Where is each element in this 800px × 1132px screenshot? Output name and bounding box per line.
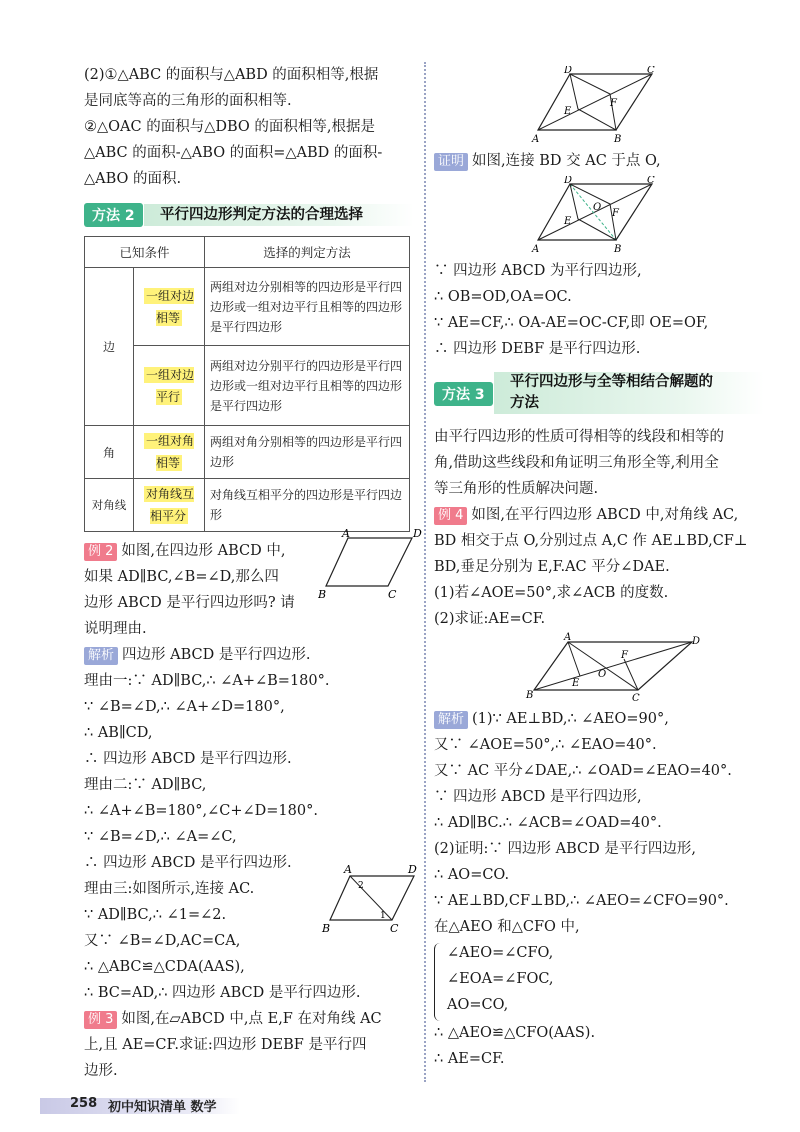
quadrilateral-shape bbox=[326, 538, 412, 586]
text-line: ∵ 四边形 ABCD 是平行四边形, bbox=[434, 789, 642, 805]
highlight: 一组对边相等 bbox=[145, 288, 194, 325]
vertex-label: F bbox=[610, 98, 617, 109]
right-column-body bbox=[434, 258, 764, 632]
text-line: 等三角形的性质解决问题. bbox=[434, 481, 599, 497]
text-line: 又∵ AC 平分∠DAE,∴ ∠OAD=∠EAO=40°. bbox=[434, 763, 732, 779]
example-line bbox=[84, 1006, 414, 1032]
table-cell-diagonal: 对角线 bbox=[85, 479, 134, 532]
equation-system bbox=[434, 940, 764, 1020]
text-line: (2)证明:∵ 四边形 ABCD 是平行四边形, bbox=[434, 841, 696, 857]
vertex-label: A bbox=[532, 134, 540, 145]
vertex-label: E bbox=[572, 678, 580, 689]
text-line: 理由二:∵ AD∥BC, bbox=[84, 777, 207, 793]
method-title: 平行四边形判定方法的合理选择 bbox=[160, 207, 363, 223]
text-line: ∴ AD∥BC.∴ ∠ACB=∠OAD=40°. bbox=[434, 815, 662, 831]
method-badge: 方法 3 bbox=[434, 382, 493, 406]
text-line: ∴ AO=CO. bbox=[434, 867, 510, 883]
text-line: (2)①△ABC 的面积与△ABD 的面积相等,根据 bbox=[84, 67, 379, 83]
angle-label: 1 bbox=[380, 911, 386, 921]
text-line: ∵ AD∥BC,∴ ∠1=∠2. bbox=[84, 907, 227, 923]
method-badge: 方法 2 bbox=[84, 203, 143, 227]
diagonal-ac bbox=[538, 74, 652, 130]
vertex-label: C bbox=[647, 66, 655, 76]
vertex-label: E bbox=[564, 216, 572, 227]
table-cell-condition bbox=[134, 426, 205, 479]
criteria-table bbox=[84, 236, 410, 532]
table-cell-condition bbox=[134, 346, 205, 426]
text-line: ∴ AE=CF. bbox=[434, 1051, 505, 1067]
method2-header bbox=[84, 200, 414, 230]
page-number: 258 bbox=[70, 1096, 98, 1111]
example-line bbox=[434, 502, 764, 528]
analysis-tag: 解析 bbox=[84, 647, 118, 665]
figure-ex2-with-diagonal bbox=[320, 862, 420, 934]
text-line: 由平行四边形的性质可得相等的线段和相等的 bbox=[434, 429, 724, 445]
column-divider bbox=[424, 62, 426, 1082]
table-cell-method: 两组对边分别相等的四边形是平行四边形或一组对边平行且相等的四边形是平行四边形 bbox=[205, 268, 410, 346]
analysis-line bbox=[434, 706, 764, 732]
quadrilateral-shape bbox=[330, 876, 414, 920]
vertex-label: A bbox=[564, 632, 572, 643]
table-cell-method: 对角线互相平分的四边形是平行四边形 bbox=[205, 479, 410, 532]
text-line: ∵ AE=CF,∴ OA-AE=OC-CF,即 OE=OF, bbox=[434, 315, 709, 331]
text: 如图,在平行四边形 ABCD 中,对角线 AC, bbox=[471, 507, 739, 523]
text-line: AO=CO, bbox=[447, 997, 509, 1013]
table-cell-method: 两组对角分别相等的四边形是平行四边形 bbox=[205, 426, 410, 479]
text: (1)∵ AE⊥BD,∴ ∠AEO=90°, bbox=[472, 711, 669, 727]
proof-line bbox=[434, 148, 764, 174]
highlight: 一组对边平行 bbox=[145, 367, 194, 404]
analysis-line bbox=[84, 642, 414, 668]
text-line: ∴ BC=AD,∴ 四边形 ABCD 是平行四边形. bbox=[84, 985, 361, 1001]
angle-label: 2 bbox=[358, 881, 364, 891]
text-line: 角,借助这些线段和角证明三角形全等,利用全 bbox=[434, 455, 719, 471]
text-line: ∠AEO=∠CFO, bbox=[447, 945, 554, 961]
text-line: ∵ AE⊥BD,CF⊥BD,∴ ∠AEO=∠CFO=90°. bbox=[434, 893, 729, 909]
table-cell-angle: 角 bbox=[85, 426, 134, 479]
text-line: ∴ AB∥CD, bbox=[84, 725, 153, 741]
text-line: △ABO 的面积. bbox=[84, 171, 182, 187]
text-line: ∴ △AEO≌△CFO(AAS). bbox=[434, 1025, 596, 1041]
book-title: 初中知识清单 数学 bbox=[108, 1100, 217, 1115]
text-line: BD,垂足分别为 E,F.AC 平分∠DAE. bbox=[434, 559, 670, 575]
system-lines bbox=[447, 940, 554, 1018]
vertex-label: E bbox=[564, 106, 572, 117]
text-line: ∵ ∠B=∠D,∴ ∠A=∠C, bbox=[84, 829, 237, 845]
text: 四边形 ABCD 是平行四边形. bbox=[122, 647, 311, 663]
right-column-analysis bbox=[434, 706, 764, 1072]
text-line: ∴ 四边形 DEBF 是平行四边形. bbox=[434, 341, 641, 357]
text-line: 在△AEO 和△CFO 中, bbox=[434, 919, 580, 935]
figure-ex4 bbox=[524, 632, 700, 704]
text-line: 又∵ ∠B=∠D,AC=CA, bbox=[84, 933, 241, 949]
text-line: △ABC 的面积-△ABO 的面积=△ABD 的面积- bbox=[84, 145, 383, 161]
highlight: 一组对角相等 bbox=[145, 434, 194, 470]
text-line: 如果 AD∥BC,∠B=∠D,那么四 bbox=[84, 569, 279, 585]
text: 如图,在四边形 ABCD 中, bbox=[121, 543, 286, 559]
text-line: ∴ 四边形 ABCD 是平行四边形. bbox=[84, 855, 292, 871]
vertex-label: A bbox=[344, 863, 352, 876]
perpendicular-ae bbox=[568, 642, 580, 676]
table-cell-edge: 边 bbox=[85, 268, 134, 426]
vertex-label: O bbox=[593, 202, 602, 213]
vertex-label: D bbox=[564, 66, 573, 76]
vertex-label: D bbox=[564, 176, 573, 186]
figure-ex2-quadrilateral bbox=[318, 528, 424, 600]
vertex-label: B bbox=[318, 588, 327, 600]
text-line: ∴ 四边形 ABCD 是平行四边形. bbox=[84, 751, 292, 767]
vertex-label: B bbox=[614, 134, 622, 145]
table-header: 已知条件 bbox=[85, 237, 205, 268]
left-brace bbox=[434, 943, 445, 1021]
text-line: 是同底等高的三角形的面积相等. bbox=[84, 93, 292, 109]
method-title bbox=[510, 372, 713, 414]
vertex-label: B bbox=[322, 922, 331, 934]
text-line: (1)若∠AOE=50°,求∠ACB 的度数. bbox=[434, 585, 669, 601]
table-header: 选择的判定方法 bbox=[205, 237, 410, 268]
example-tag: 例 3 bbox=[84, 1011, 117, 1029]
vertex-label: C bbox=[647, 176, 655, 186]
figure-proof bbox=[530, 176, 660, 256]
vertex-label: F bbox=[612, 208, 619, 219]
text-line: ∴ ∠A+∠B=180°,∠C+∠D=180°. bbox=[84, 803, 318, 819]
vertex-label: O bbox=[598, 669, 607, 680]
table-cell-condition bbox=[134, 268, 205, 346]
text-line: ∴ OB=OD,OA=OC. bbox=[434, 289, 572, 305]
analysis-tag: 解析 bbox=[434, 711, 468, 729]
vertex-label: A bbox=[342, 528, 350, 540]
text-line: 说明理由. bbox=[84, 621, 147, 637]
example-tag: 例 2 bbox=[84, 543, 117, 561]
text-line: 边形 ABCD 是平行四边形吗? 请 bbox=[84, 595, 295, 611]
vertex-label: D bbox=[413, 528, 422, 540]
figure-ex3 bbox=[530, 66, 660, 146]
text-line: ∵ 四边形 ABCD 为平行四边形, bbox=[434, 263, 642, 279]
text-line: BD 相交于点 O,分别过点 A,C 作 AE⊥BD,CF⊥ bbox=[434, 533, 748, 549]
diagonal-bd bbox=[534, 642, 692, 690]
text: 如图,连接 BD 交 AC 于点 O, bbox=[472, 153, 661, 169]
text-line: 又∵ ∠AOE=50°,∴ ∠EAO=40°. bbox=[434, 737, 657, 753]
proof-tag: 证明 bbox=[434, 153, 468, 171]
vertex-label: C bbox=[388, 588, 397, 600]
text-line: 理由三:如图所示,连接 AC. bbox=[84, 881, 255, 897]
page-footer bbox=[30, 1094, 310, 1118]
vertex-label: D bbox=[692, 636, 700, 647]
text: 方法 bbox=[510, 395, 539, 411]
text: 平行四边形与全等相结合解题的 bbox=[510, 374, 713, 390]
text-line: 边形. bbox=[84, 1063, 118, 1079]
text-line: ∵ ∠B=∠D,∴ ∠A+∠D=180°, bbox=[84, 699, 285, 715]
text-line: ②△OAC 的面积与△DBO 的面积相等,根据是 bbox=[84, 119, 376, 135]
vertex-label: B bbox=[526, 690, 534, 701]
table-cell-condition bbox=[134, 479, 205, 532]
text-line: (2)求证:AE=CF. bbox=[434, 611, 546, 627]
method3-header bbox=[434, 370, 764, 416]
vertex-label: B bbox=[614, 244, 622, 255]
text-line: 上,且 AE=CF.求证:四边形 DEBF 是平行四 bbox=[84, 1037, 367, 1053]
table-cell-method: 两组对边分别平行的四边形是平行四边形或一组对边平行且相等的四边形是平行四边形 bbox=[205, 346, 410, 426]
vertex-label: C bbox=[632, 693, 640, 704]
vertex-label: F bbox=[621, 650, 628, 661]
vertex-label: D bbox=[408, 863, 417, 876]
text-line: 理由一:∵ AD∥BC,∴ ∠A+∠B=180°. bbox=[84, 673, 330, 689]
text-line: ∠EOA=∠FOC, bbox=[447, 971, 554, 987]
example-tag: 例 4 bbox=[434, 507, 467, 525]
right-column bbox=[434, 148, 764, 174]
text: 如图,在▱ABCD 中,点 E,F 在对角线 AC bbox=[121, 1011, 382, 1027]
vertex-label: C bbox=[390, 922, 399, 934]
text-line: ∴ △ABC≌△CDA(AAS), bbox=[84, 959, 245, 975]
vertex-label: A bbox=[532, 244, 540, 255]
highlight: 对角线互相平分 bbox=[145, 487, 194, 523]
